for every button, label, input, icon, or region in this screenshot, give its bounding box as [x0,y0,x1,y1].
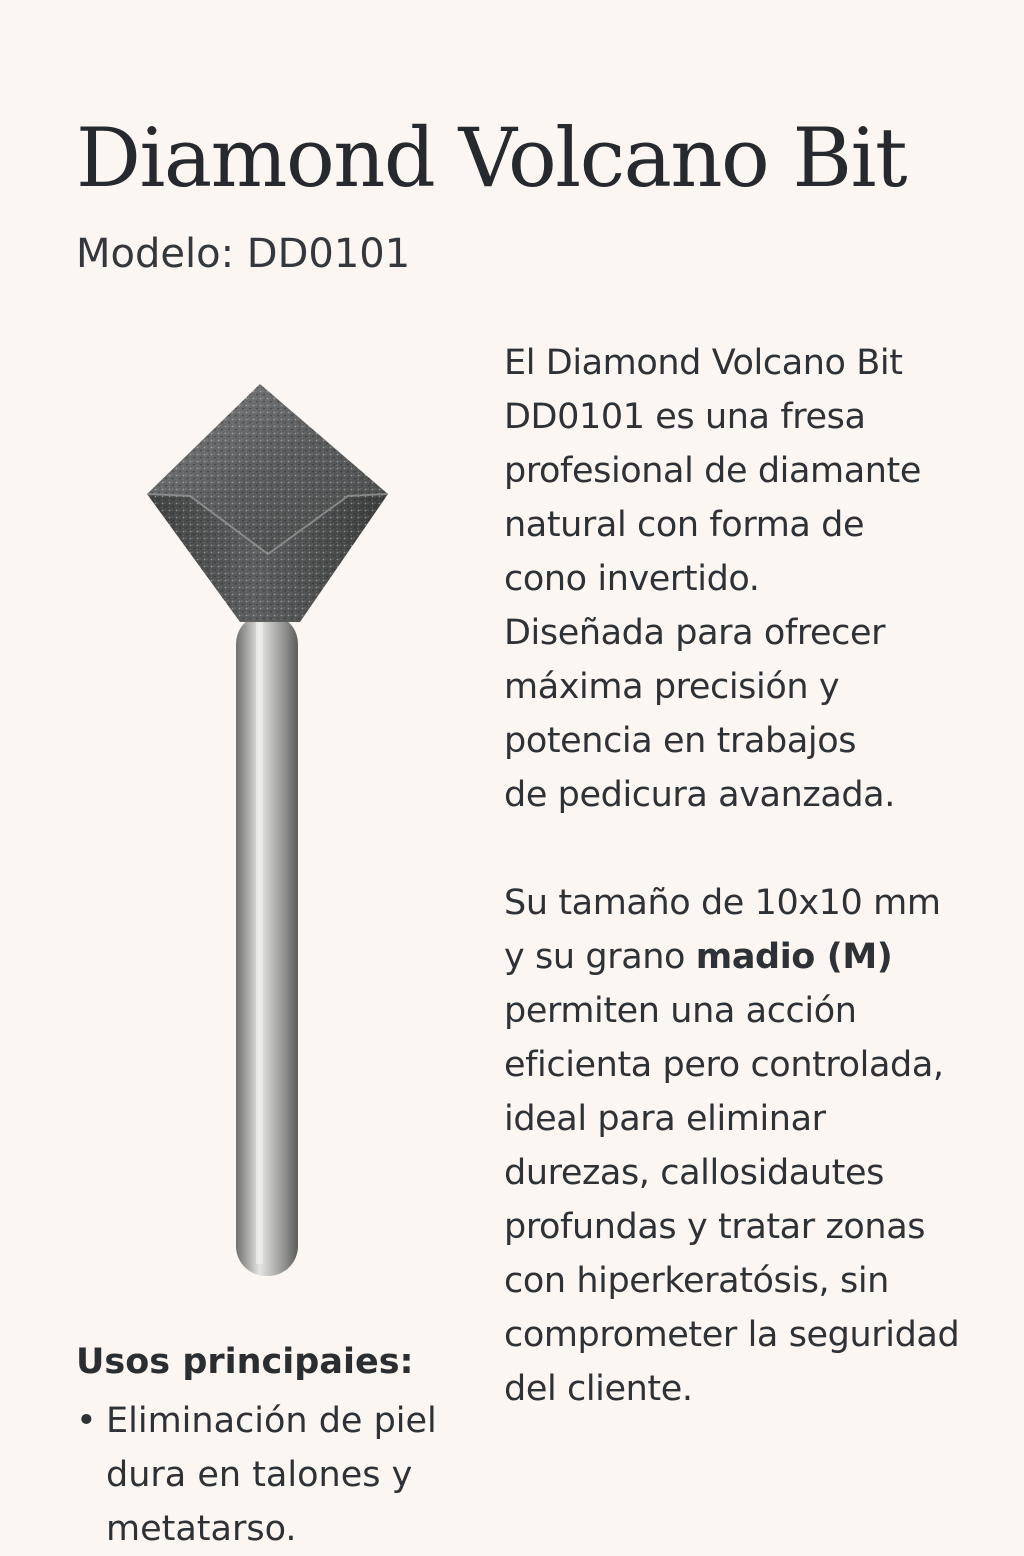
product-description [504,336,974,1416]
description-line: Diseñada para ofrecer [504,613,886,653]
paragraph-spacer [504,822,974,876]
description-line: DD0101 es una fresa [504,397,866,437]
description-paragraph [504,876,974,1416]
product-title: Diamond Volcano Bit [76,112,907,206]
list-item-line: Eliminación de piel [106,1401,437,1441]
description-line: del cliente. [504,1369,693,1409]
description-line: natural con forma de [504,505,865,545]
uses-list [76,1394,437,1556]
description-line: ideal para eliminar [504,1099,826,1139]
description-line: Su tamaño de 10x10 mm [504,883,941,923]
description-line: profundas y tratar zonas [504,1207,926,1247]
description-line: máxima precisión y [504,667,840,707]
product-model: Modelo: DD0101 [76,231,411,277]
description-line: potencia en trabajos [504,721,857,761]
description-line: con hiperkeratósis, sin [504,1261,889,1301]
grit-grade: madio (M) [695,937,893,977]
uses-heading: Usos principaies: [76,1342,414,1382]
list-item [76,1394,437,1556]
description-line [504,930,974,984]
description-line: comprometer la seguridad [504,1315,960,1355]
list-item-line: metatarso. [106,1509,297,1549]
description-line: cono invertido. [504,559,760,599]
description-line: permiten una acción [504,991,857,1031]
description-paragraph [504,336,974,822]
bullet-icon: • [76,1401,97,1441]
description-line: profesional de diamante [504,451,922,491]
diamond-bit-image [140,376,400,1286]
description-line: de pedicura avanzada. [504,775,895,815]
list-item-line: dura en talones y [106,1455,413,1495]
description-line: El Diamond Volcano Bit [504,343,903,383]
description-text: y su grano [504,937,696,977]
description-line: durezas, callosidautes [504,1153,884,1193]
description-line: eficienta pero controlada, [504,1045,944,1085]
